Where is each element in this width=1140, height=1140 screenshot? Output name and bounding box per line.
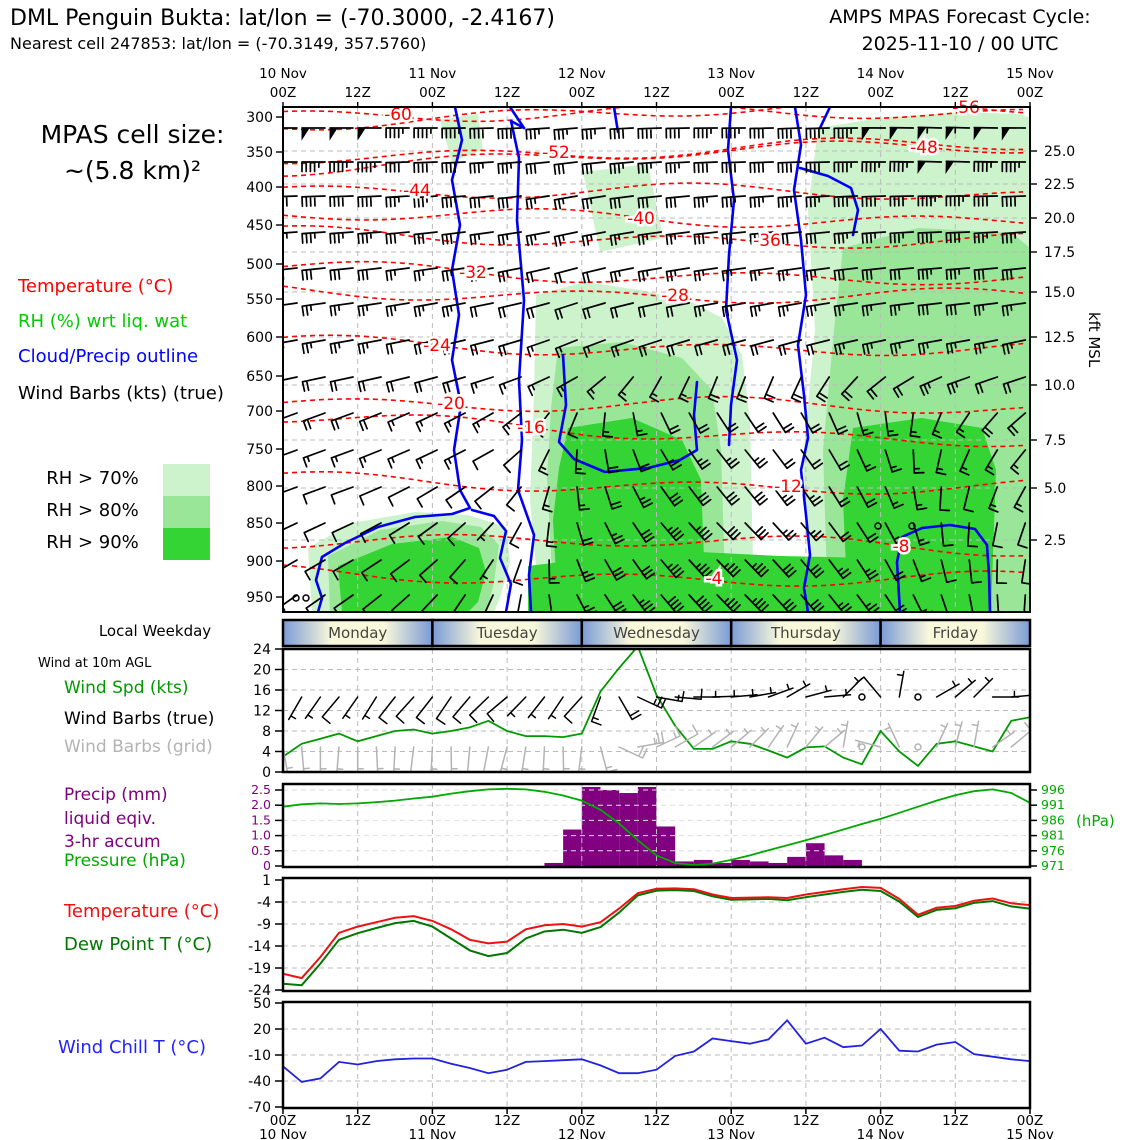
svg-text:12Z: 12Z bbox=[493, 1113, 521, 1129]
svg-text:Tuesday: Tuesday bbox=[476, 624, 538, 642]
svg-text:14 Nov: 14 Nov bbox=[856, 66, 905, 82]
svg-text:300: 300 bbox=[246, 110, 273, 126]
svg-text:-16: -16 bbox=[517, 418, 545, 438]
wind-panel bbox=[253, 642, 1056, 781]
barbs-grid-label: Wind Barbs (grid) bbox=[64, 737, 213, 757]
svg-text:-48: -48 bbox=[910, 138, 938, 158]
svg-text:11 Nov: 11 Nov bbox=[408, 1127, 457, 1140]
svg-text:4: 4 bbox=[262, 744, 271, 761]
svg-text:50: 50 bbox=[253, 996, 271, 1012]
main-panel bbox=[274, 98, 1033, 619]
svg-text:-4: -4 bbox=[257, 895, 271, 911]
svg-text:Wednesday: Wednesday bbox=[613, 624, 700, 642]
weekday-bar bbox=[283, 620, 1030, 646]
svg-text:12Z: 12Z bbox=[493, 85, 521, 101]
precip-bar bbox=[731, 860, 750, 866]
rh-legend-label-80: RH > 80% bbox=[46, 500, 139, 521]
svg-text:986: 986 bbox=[1041, 812, 1065, 828]
svg-text:991: 991 bbox=[1041, 797, 1065, 813]
cell-size-line1: MPAS cell size: bbox=[40, 120, 225, 149]
svg-text:976: 976 bbox=[1041, 842, 1065, 858]
svg-text:20: 20 bbox=[253, 1022, 271, 1038]
svg-text:0: 0 bbox=[263, 858, 271, 873]
precip-bar bbox=[619, 793, 638, 866]
svg-text:20: 20 bbox=[253, 662, 271, 679]
svg-text:-40: -40 bbox=[248, 1074, 271, 1090]
svg-text:-32: -32 bbox=[459, 263, 487, 283]
legend-temperature: Temperature (°C) bbox=[18, 276, 174, 297]
svg-text:Monday: Monday bbox=[328, 624, 388, 642]
svg-text:7.5: 7.5 bbox=[1044, 433, 1067, 449]
svg-text:-10: -10 bbox=[248, 1048, 271, 1064]
svg-text:24: 24 bbox=[253, 642, 271, 658]
svg-text:-9: -9 bbox=[257, 917, 271, 933]
page-subtitle: Nearest cell 247853: lat/lon = (-70.3149, 357.5760) bbox=[10, 34, 427, 53]
svg-text:400: 400 bbox=[246, 180, 273, 196]
svg-text:Thursday: Thursday bbox=[771, 624, 841, 642]
svg-text:-52: -52 bbox=[542, 143, 570, 163]
svg-text:500: 500 bbox=[246, 257, 273, 273]
svg-text:15.0: 15.0 bbox=[1044, 285, 1076, 301]
svg-text:00Z: 00Z bbox=[269, 85, 297, 101]
svg-text:2.5: 2.5 bbox=[251, 782, 271, 797]
svg-text:12Z: 12Z bbox=[344, 1113, 371, 1129]
precip-panel bbox=[251, 782, 1065, 873]
svg-text:00Z: 00Z bbox=[1016, 1113, 1044, 1129]
svg-text:2.5: 2.5 bbox=[1044, 533, 1067, 549]
svg-text:16: 16 bbox=[253, 683, 271, 699]
svg-text:5.0: 5.0 bbox=[1044, 481, 1067, 497]
svg-text:850: 850 bbox=[246, 516, 273, 532]
svg-text:10 Nov: 10 Nov bbox=[259, 1127, 307, 1140]
svg-text:-28: -28 bbox=[661, 286, 689, 306]
svg-text:-8: -8 bbox=[892, 537, 910, 557]
svg-text:12 Nov: 12 Nov bbox=[557, 66, 606, 82]
legend-rh: RH (%) wrt liq. wat bbox=[18, 311, 188, 332]
svg-text:17.5: 17.5 bbox=[1044, 245, 1076, 261]
svg-text:700: 700 bbox=[246, 404, 273, 420]
svg-text:12.5: 12.5 bbox=[1044, 330, 1076, 346]
svg-text:00Z: 00Z bbox=[717, 85, 745, 101]
svg-text:12Z: 12Z bbox=[792, 85, 820, 101]
precip-label-1: Precip (mm) bbox=[64, 785, 168, 805]
svg-text:15 Nov: 15 Nov bbox=[1006, 1127, 1054, 1140]
svg-text:0.5: 0.5 bbox=[251, 842, 271, 858]
precip-bar bbox=[825, 855, 844, 866]
svg-text:12Z: 12Z bbox=[942, 1113, 969, 1129]
svg-text:10.0: 10.0 bbox=[1044, 378, 1076, 394]
svg-text:20.0: 20.0 bbox=[1044, 211, 1076, 227]
dew-label: Dew Point T (°C) bbox=[64, 934, 213, 955]
svg-text:650: 650 bbox=[246, 369, 273, 385]
wind-spd-label: Wind Spd (kts) bbox=[64, 678, 189, 698]
barbs-true-label: Wind Barbs (true) bbox=[64, 709, 215, 729]
svg-text:25.0: 25.0 bbox=[1044, 144, 1076, 160]
svg-text:750: 750 bbox=[246, 442, 273, 458]
svg-text:350: 350 bbox=[246, 145, 273, 161]
svg-text:-70: -70 bbox=[248, 1100, 271, 1116]
svg-text:1.5: 1.5 bbox=[251, 812, 271, 828]
legend-cloud: Cloud/Precip outline bbox=[18, 346, 199, 367]
svg-text:00Z: 00Z bbox=[568, 85, 596, 101]
svg-text:12 Nov: 12 Nov bbox=[557, 1127, 606, 1140]
svg-text:-24: -24 bbox=[248, 983, 271, 999]
svg-text:-12: -12 bbox=[774, 477, 802, 497]
svg-text:13 Nov: 13 Nov bbox=[707, 66, 756, 82]
svg-text:1.0: 1.0 bbox=[251, 827, 271, 843]
svg-text:15 Nov: 15 Nov bbox=[1006, 66, 1054, 82]
svg-text:00Z: 00Z bbox=[717, 1113, 745, 1129]
svg-text:00Z: 00Z bbox=[568, 1113, 596, 1129]
precip-bar bbox=[787, 857, 806, 866]
svg-text:2.0: 2.0 bbox=[251, 797, 271, 813]
svg-text:10 Nov: 10 Nov bbox=[259, 66, 307, 82]
temp-label: Temperature (°C) bbox=[64, 901, 220, 922]
hpa-axis-label: (hPa) bbox=[1076, 812, 1115, 830]
svg-text:800: 800 bbox=[246, 479, 273, 495]
svg-text:00Z: 00Z bbox=[1016, 85, 1044, 101]
svg-text:-4: -4 bbox=[705, 569, 723, 589]
precip-label-2: liquid eqiv. bbox=[64, 809, 157, 829]
forecast-cycle-line1: AMPS MPAS Forecast Cycle: bbox=[829, 6, 1091, 28]
svg-text:00Z: 00Z bbox=[419, 1113, 446, 1129]
wind-chill-panel bbox=[248, 996, 1030, 1116]
cell-size-line2: ~(5.8 km)² bbox=[63, 156, 201, 185]
svg-text:-60: -60 bbox=[384, 105, 412, 125]
svg-text:Friday: Friday bbox=[932, 624, 979, 642]
svg-text:450: 450 bbox=[246, 218, 273, 234]
kft-msl-axis-label: kft MSL bbox=[1085, 312, 1103, 368]
svg-text:900: 900 bbox=[246, 554, 273, 570]
svg-text:12: 12 bbox=[253, 703, 271, 720]
pressure-label: Pressure (hPa) bbox=[64, 851, 186, 871]
svg-text:13 Nov: 13 Nov bbox=[707, 1127, 756, 1140]
svg-text:00Z: 00Z bbox=[867, 1113, 894, 1129]
svg-text:12Z: 12Z bbox=[643, 85, 670, 101]
legend-windbarbs: Wind Barbs (kts) (true) bbox=[18, 383, 224, 404]
svg-text:12Z: 12Z bbox=[942, 85, 969, 101]
svg-text:1: 1 bbox=[262, 873, 271, 889]
svg-text:-44: -44 bbox=[403, 181, 431, 201]
rh-legend-label-90: RH > 90% bbox=[46, 532, 139, 553]
svg-text:996: 996 bbox=[1041, 782, 1065, 797]
svg-text:12Z: 12Z bbox=[792, 1113, 820, 1129]
svg-text:-14: -14 bbox=[248, 939, 271, 955]
precip-bar bbox=[843, 860, 862, 866]
precip-bar bbox=[806, 843, 825, 866]
svg-text:00Z: 00Z bbox=[269, 1113, 297, 1129]
wind10m-label: Wind at 10m AGL bbox=[38, 656, 152, 671]
svg-text:14 Nov: 14 Nov bbox=[856, 1127, 905, 1140]
forecast-cycle-line2: 2025-11-10 / 00 UTC bbox=[861, 32, 1059, 55]
temperature-panel bbox=[248, 873, 1030, 999]
local-weekday-label: Local Weekday bbox=[98, 622, 212, 640]
bottom-time-axis bbox=[259, 1108, 1054, 1140]
svg-text:-19: -19 bbox=[248, 961, 271, 977]
svg-text:-56: -56 bbox=[952, 98, 980, 118]
svg-text:12Z: 12Z bbox=[643, 1113, 670, 1129]
svg-text:981: 981 bbox=[1041, 827, 1065, 843]
svg-text:12Z: 12Z bbox=[344, 85, 371, 101]
svg-text:950: 950 bbox=[246, 590, 273, 606]
svg-text:8: 8 bbox=[262, 724, 271, 740]
svg-text:11 Nov: 11 Nov bbox=[408, 66, 457, 82]
precip-bar bbox=[750, 861, 769, 866]
svg-text:-20: -20 bbox=[437, 394, 465, 414]
page-title: DML Penguin Bukta: lat/lon = (-70.3000, -2.4167) bbox=[10, 6, 555, 31]
precip-bar bbox=[544, 863, 563, 866]
svg-text:971: 971 bbox=[1041, 858, 1065, 873]
chill-label: Wind Chill T (°C) bbox=[58, 1037, 206, 1058]
svg-text:-36: -36 bbox=[753, 231, 781, 251]
precip-label-3: 3-hr accum bbox=[64, 832, 161, 852]
svg-text:-24: -24 bbox=[423, 336, 451, 356]
svg-text:600: 600 bbox=[246, 330, 273, 346]
svg-text:550: 550 bbox=[246, 292, 273, 308]
svg-text:0: 0 bbox=[262, 765, 271, 781]
precip-bar bbox=[582, 787, 601, 866]
svg-text:-40: -40 bbox=[627, 209, 655, 229]
svg-text:00Z: 00Z bbox=[867, 85, 894, 101]
precip-bar bbox=[769, 863, 788, 866]
precip-bar bbox=[600, 790, 619, 866]
precip-bar bbox=[563, 830, 582, 866]
rh-legend-label-70: RH > 70% bbox=[46, 468, 139, 489]
svg-text:22.5: 22.5 bbox=[1044, 177, 1076, 193]
svg-text:00Z: 00Z bbox=[419, 85, 446, 101]
